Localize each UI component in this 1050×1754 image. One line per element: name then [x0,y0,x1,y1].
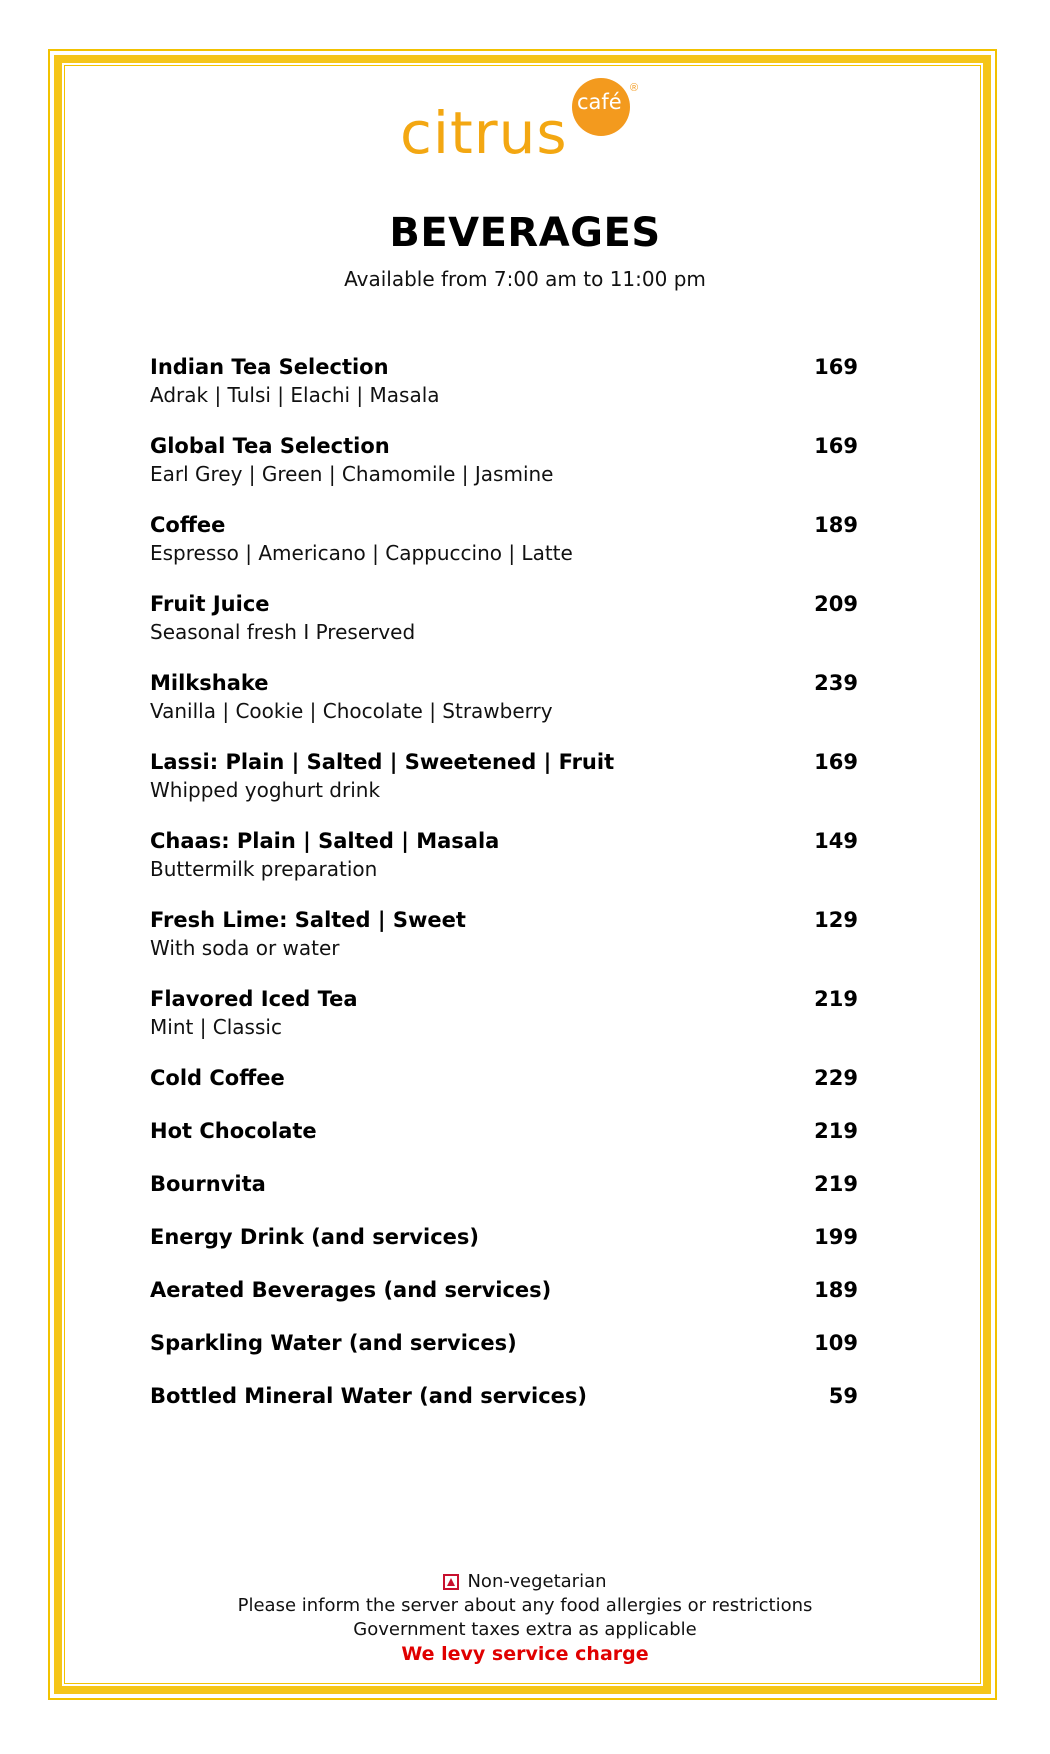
item-description: Seasonal fresh I Preserved [150,620,416,644]
allergy-note: Please inform the server about any food allergies or restrictions [237,1595,813,1616]
item-name: Bournvita [150,1172,266,1196]
item-name: Sparkling Water (and services) [150,1331,517,1355]
item-price: 149 [814,829,858,853]
non-veg-symbol-icon [443,1574,459,1590]
item-price: 219 [814,1172,858,1196]
item-price: 219 [814,987,858,1011]
item-description: Earl Grey | Green | Chamomile | Jasmine [150,462,554,486]
tax-note: Government taxes extra as applicable [353,1619,697,1640]
item-description: Buttermilk preparation [150,857,378,881]
item-name: Flavored Iced Tea [150,987,358,1011]
item-name: Fruit Juice [150,592,270,616]
item-price: 199 [814,1225,858,1249]
item-price: 229 [814,1066,858,1090]
brand-logo [400,78,660,168]
item-name: Chaas: Plain | Salted | Masala [150,829,500,853]
item-description: Whipped yoghurt drink [150,778,381,802]
legend-label: Non-vegetarian [467,1571,607,1592]
logo-badge-text: café [577,90,622,114]
item-name: Lassi: Plain | Salted | Sweetened | Fruit [150,750,615,774]
item-price: 169 [814,355,858,379]
service-charge-note: We levy service charge [401,1643,649,1665]
item-name: Fresh Lime: Salted | Sweet [150,908,466,932]
item-name: Hot Chocolate [150,1119,317,1143]
item-price: 189 [814,513,858,537]
item-price: 189 [814,1278,858,1302]
item-price: 59 [828,1384,858,1408]
item-price: 129 [814,908,858,932]
item-name: Coffee [150,513,226,537]
item-description: Vanilla | Cookie | Chocolate | Strawberry [150,699,553,723]
item-price: 219 [814,1119,858,1143]
item-name: Global Tea Selection [150,434,390,458]
item-price: 169 [814,434,858,458]
item-price: 169 [814,750,858,774]
item-description: With soda or water [150,936,340,960]
item-description: Adrak | Tulsi | Elachi | Masala [150,383,440,407]
availability-note: Available from 7:00 am to 11:00 pm [344,267,706,291]
registered-mark: ® [630,82,639,94]
logo-wordmark: citrus [400,99,568,167]
item-name: Energy Drink (and services) [150,1225,479,1249]
item-name: Milkshake [150,671,269,695]
item-name: Indian Tea Selection [150,355,389,379]
item-price: 109 [814,1331,858,1355]
item-description: Mint | Classic [150,1015,282,1039]
item-description: Espresso | Americano | Cappuccino | Latte [150,541,573,565]
item-price: 209 [814,592,858,616]
item-name: Aerated Beverages (and services) [150,1278,552,1302]
item-name: Bottled Mineral Water (and services) [150,1384,587,1408]
item-price: 239 [814,671,858,695]
item-name: Cold Coffee [150,1066,285,1090]
dietary-legend [0,1570,1050,1594]
menu-footer [0,1570,1050,1666]
page-title: BEVERAGES [389,210,661,256]
